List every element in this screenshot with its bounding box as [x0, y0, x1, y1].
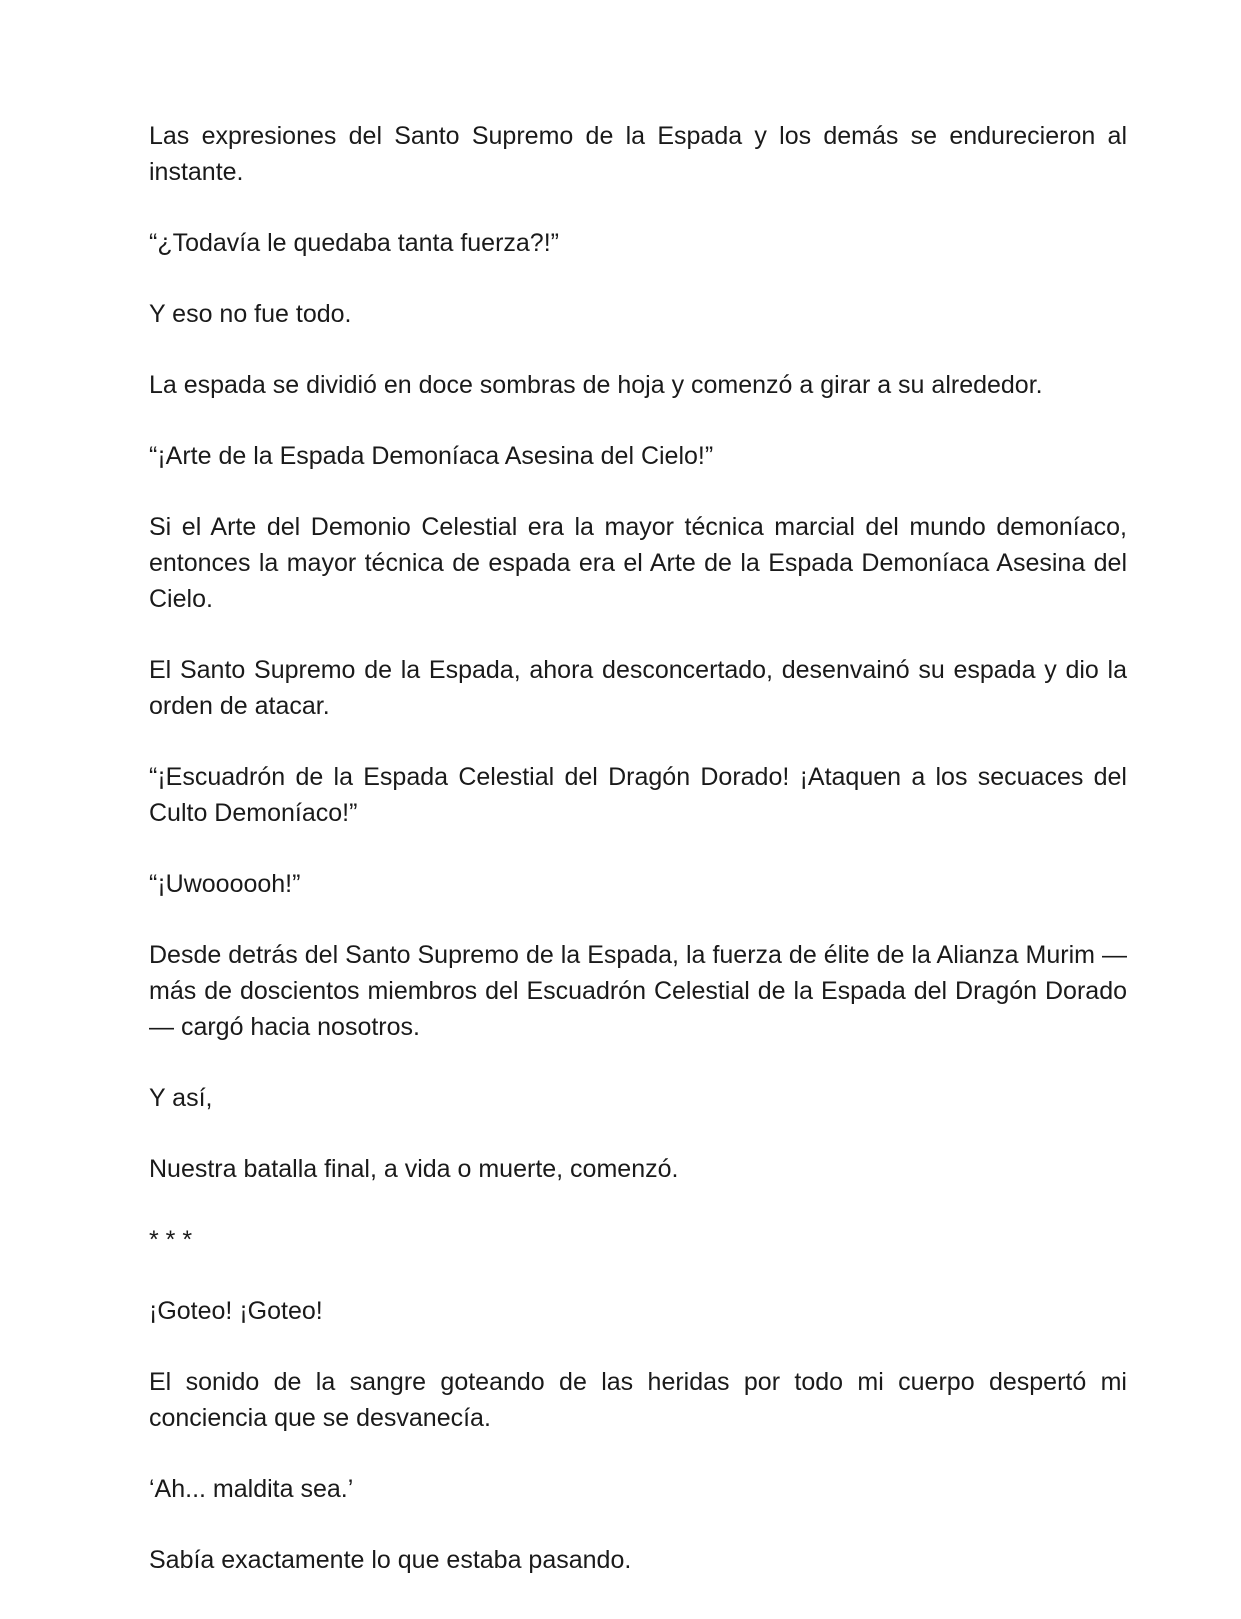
paragraph: El Santo Supremo de la Espada, ahora desconcertado, desenvainó su espada y dio la orden de atacar. — [149, 656, 1127, 720]
paragraph: “¡Uwoooooh!” — [149, 870, 301, 898]
paragraph: “¡Escuadrón de la Espada Celestial del Dragón Dorado! ¡Ataquen a los secuaces del Culto Demoníaco!” — [149, 763, 1127, 827]
paragraph: “¡Arte de la Espada Demoníaca Asesina del Cielo!” — [149, 442, 714, 470]
paragraph: Y eso no fue todo. — [149, 300, 352, 328]
paragraph: Desde detrás del Santo Supremo de la Espada, la fuerza de élite de la Alianza Murim —más de doscientos miembros del Escuadrón Celestial de la Espada del Dragón Dorado— cargó hacia nosotros. — [149, 941, 1127, 1041]
scene-break: * * * — [149, 1226, 193, 1254]
paragraph: ‘Ah... maldita sea.’ — [149, 1475, 354, 1503]
paragraph: “¿Todavía le quedaba tanta fuerza?!” — [149, 229, 559, 257]
paragraph: ¡Goteo! ¡Goteo! — [149, 1297, 323, 1325]
paragraph: Sabía exactamente lo que estaba pasando. — [149, 1546, 632, 1574]
paragraph: Si el Arte del Demonio Celestial era la mayor técnica marcial del mundo demoníaco, entonces la mayor técnica de espada era el Arte de la Espada Demoníaca Asesina del Cielo. — [149, 513, 1127, 613]
paragraph: La espada se dividió en doce sombras de hoja y comenzó a girar a su alrededor. — [149, 371, 1043, 399]
paragraph: Nuestra batalla final, a vida o muerte, comenzó. — [149, 1155, 679, 1183]
document-body — [149, 118, 1127, 1613]
paragraph: Y así, — [149, 1084, 213, 1112]
paragraph: Las expresiones del Santo Supremo de la Espada y los demás se endurecieron al instante. — [149, 122, 1127, 186]
paragraph: El sonido de la sangre goteando de las heridas por todo mi cuerpo despertó mi conciencia que se desvanecía. — [149, 1368, 1127, 1432]
